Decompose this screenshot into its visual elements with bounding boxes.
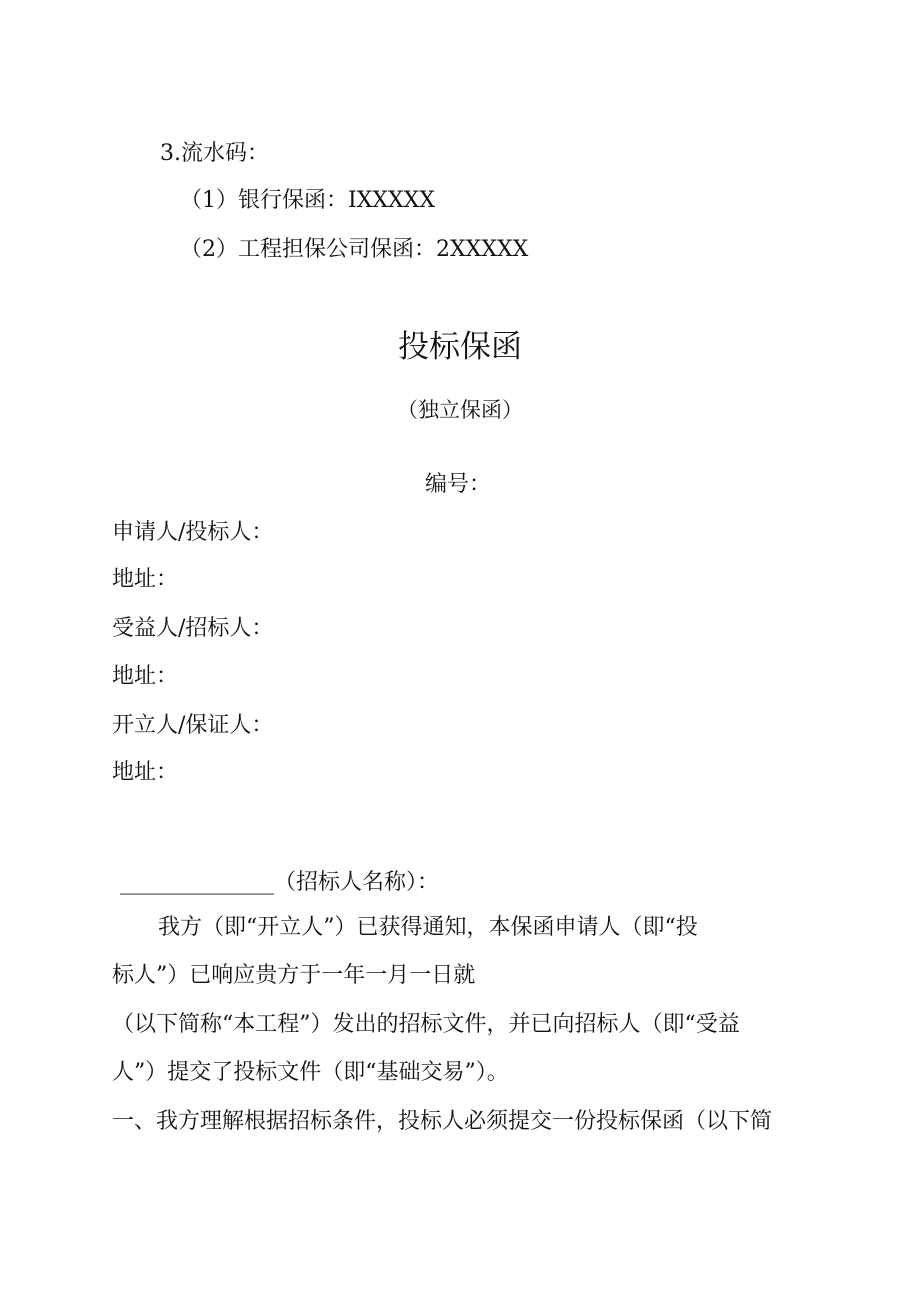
paragraph-line: 一、我方理解根据招标条件，投标人必须提交一份投标保函（以下简 xyxy=(112,1109,773,1134)
paragraph-line: 我方（即“开立人”）已获得通知，本保函申请人（即“投 xyxy=(158,915,698,940)
paragraph-line: 人”）提交了投标文件（即“基础交易”）。 xyxy=(112,1060,509,1085)
paragraph-line: 标人”）已响应贵方于一年一月一日就 xyxy=(112,963,476,988)
addressee-line xyxy=(120,868,439,898)
guarantor-address-field: 地址： xyxy=(112,760,179,785)
addressee-blank: ______________ xyxy=(120,870,274,895)
paragraph-line: （以下简称“本工程”）发出的招标文件，并已向招标人（即“受益 xyxy=(112,1012,740,1037)
applicant-field: 申请人/投标人： xyxy=(112,520,274,545)
applicant-address-field: 地址： xyxy=(112,567,179,592)
beneficiary-address-field: 地址： xyxy=(112,664,179,689)
document-title: 投标保函 xyxy=(398,329,522,365)
guarantor-field: 开立人/保证人： xyxy=(112,713,274,738)
document-number-label: 编号： xyxy=(425,472,492,497)
beneficiary-field: 受益人/招标人： xyxy=(112,616,274,641)
serial-number-label: 3.流水码： xyxy=(160,141,269,166)
company-guarantee-serial: （2）工程担保公司保函：2XXXXX xyxy=(180,237,529,262)
bank-guarantee-serial: （1）银行保函：IXXXXX xyxy=(180,188,435,213)
addressee-label: （招标人名称）： xyxy=(274,870,440,895)
document-subtitle: （独立保函） xyxy=(397,398,523,422)
